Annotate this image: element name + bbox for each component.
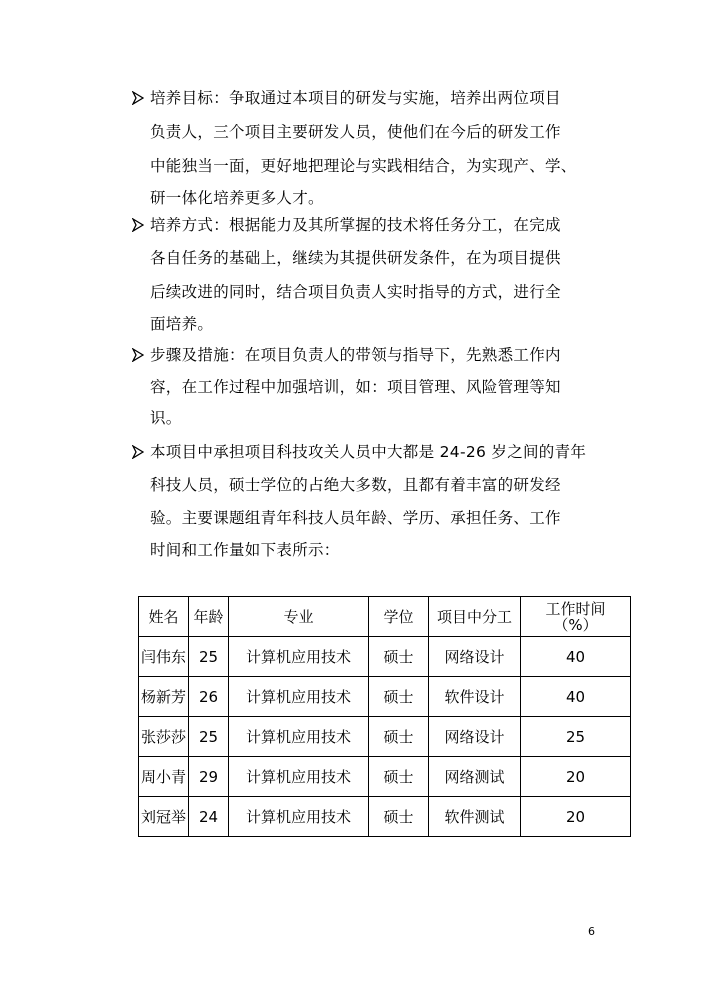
cell-degree: 硕士 xyxy=(369,637,429,677)
cell-age: 25 xyxy=(189,717,229,757)
table-row xyxy=(139,677,631,717)
paragraph-line: 本项目中承担项目科技攻关人员中大都是 24-26 岁之间的青年 xyxy=(150,443,587,461)
header-age: 年龄 xyxy=(189,597,229,637)
paragraph-line: 中能独当一面，更好地把理论与实践相结合，为实现产、学、 xyxy=(150,157,577,175)
table-row xyxy=(139,797,631,837)
cell-role: 网络设计 xyxy=(429,637,521,677)
header-name: 姓名 xyxy=(139,597,189,637)
cell-major: 计算机应用技术 xyxy=(229,677,369,717)
table-row xyxy=(139,717,631,757)
cell-role: 软件测试 xyxy=(429,797,521,837)
arrow-bullet-icon xyxy=(132,445,146,459)
page-number: 6 xyxy=(588,925,595,938)
paragraph-line: 培养目标：争取通过本项目的研发与实施，培养出两位项目 xyxy=(150,89,561,107)
cell-major: 计算机应用技术 xyxy=(229,717,369,757)
cell-name: 周小青 xyxy=(139,757,189,797)
table-row xyxy=(139,757,631,797)
cell-work-time: 40 xyxy=(521,637,631,677)
paragraph-line: 研一体化培养更多人才。 xyxy=(150,189,324,207)
cell-name: 杨新芳 xyxy=(139,677,189,717)
arrow-bullet-icon xyxy=(132,91,146,105)
cell-age: 26 xyxy=(189,677,229,717)
cell-work-time: 40 xyxy=(521,677,631,717)
cell-major: 计算机应用技术 xyxy=(229,757,369,797)
paragraph-line: 面培养。 xyxy=(150,315,214,333)
paragraph-line: 验。主要课题组青年科技人员年龄、学历、承担任务、工作 xyxy=(150,509,561,527)
arrow-bullet-icon xyxy=(132,348,146,362)
cell-work-time: 20 xyxy=(521,797,631,837)
staff-table xyxy=(138,596,631,837)
arrow-bullet-icon xyxy=(132,218,146,232)
header-work-time-unit: （%） xyxy=(553,615,598,634)
cell-role: 网络设计 xyxy=(429,717,521,757)
paragraph-line: 时间和工作量如下表所示： xyxy=(150,541,340,559)
cell-name: 张莎莎 xyxy=(139,717,189,757)
paragraph-line: 科技人员，硕士学位的占绝大多数，且都有着丰富的研发经 xyxy=(150,476,561,494)
paragraph-line: 培养方式：根据能力及其所掌握的技术将任务分工，在完成 xyxy=(150,216,561,234)
table-header-row xyxy=(139,597,631,637)
cell-degree: 硕士 xyxy=(369,797,429,837)
cell-role: 软件设计 xyxy=(429,677,521,717)
cell-degree: 硕士 xyxy=(369,757,429,797)
paragraph-line: 各自任务的基础上，继续为其提供研发条件，在为项目提供 xyxy=(150,249,561,267)
header-work-time xyxy=(521,597,631,637)
cell-work-time: 20 xyxy=(521,757,631,797)
cell-name: 刘冠举 xyxy=(139,797,189,837)
header-degree: 学位 xyxy=(369,597,429,637)
paragraph-line: 识。 xyxy=(150,409,182,427)
cell-role: 网络测试 xyxy=(429,757,521,797)
cell-age: 29 xyxy=(189,757,229,797)
paragraph-line: 步骤及措施：在项目负责人的带领与指导下，先熟悉工作内 xyxy=(150,346,561,364)
cell-age: 24 xyxy=(189,797,229,837)
table-row xyxy=(139,637,631,677)
cell-work-time: 25 xyxy=(521,717,631,757)
header-major: 专业 xyxy=(229,597,369,637)
cell-degree: 硕士 xyxy=(369,717,429,757)
cell-major: 计算机应用技术 xyxy=(229,637,369,677)
paragraph-line: 容，在工作过程中加强培训，如：项目管理、风险管理等知 xyxy=(150,378,561,396)
paragraph-line: 后续改进的同时，结合项目负责人实时指导的方式，进行全 xyxy=(150,283,561,301)
header-role: 项目中分工 xyxy=(429,597,521,637)
cell-name: 闫伟东 xyxy=(139,637,189,677)
header-work-time-label: 工作时间 xyxy=(545,599,606,618)
cell-degree: 硕士 xyxy=(369,677,429,717)
cell-age: 25 xyxy=(189,637,229,677)
cell-major: 计算机应用技术 xyxy=(229,797,369,837)
paragraph-line: 负责人，三个项目主要研发人员，使他们在今后的研发工作 xyxy=(150,123,561,141)
